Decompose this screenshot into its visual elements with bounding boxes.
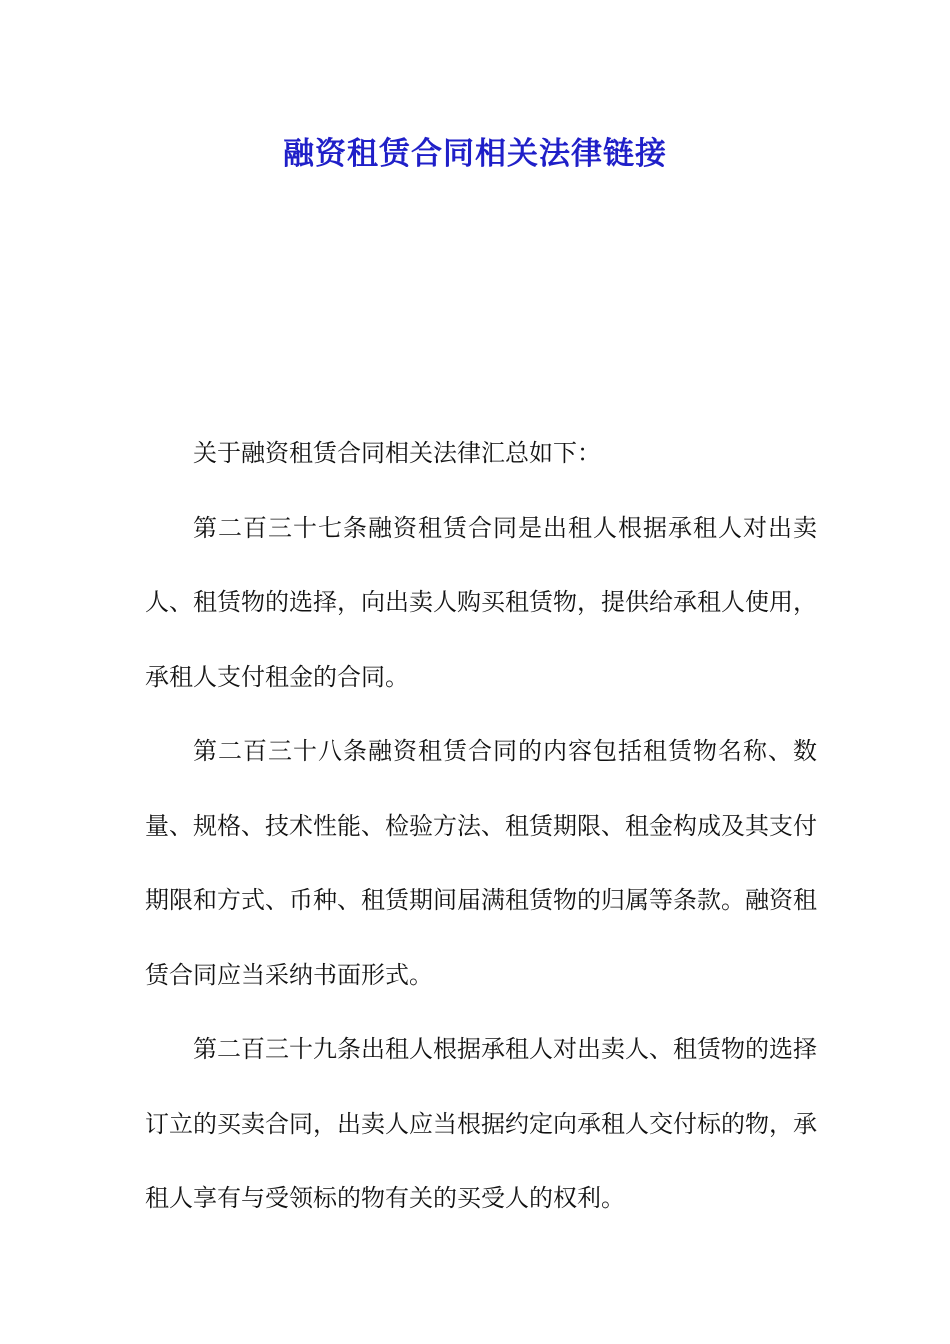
paragraph-article-237: 第二百三十七条融资租赁合同是出租人根据承租人对出卖人、租赁物的选择，向出卖人购买租赁物，提供给承租人使用，承租人支付租金的合同。 (145, 513, 817, 691)
paragraph-article-238: 第二百三十八条融资租赁合同的内容包括租赁物名称、数量、规格、技术性能、检验方法、租赁期限、租金构成及其支付期限和方式、币种、租赁期间届满租赁物的归属等条款。融资租赁合同应当采纳书面形式。 (145, 737, 817, 989)
document-body (145, 416, 817, 1236)
paragraph-intro: 关于融资租赁合同相关法律汇总如下： (193, 439, 601, 467)
document-title: 融资租赁合同相关法律链接 (283, 136, 667, 172)
paragraph-article-239: 第二百三十九条出租人根据承租人对出卖人、租赁物的选择订立的买卖合同，出卖人应当根据约定向承租人交付标的物，承租人享有与受领标的物有关的买受人的权利。 (145, 1035, 817, 1212)
